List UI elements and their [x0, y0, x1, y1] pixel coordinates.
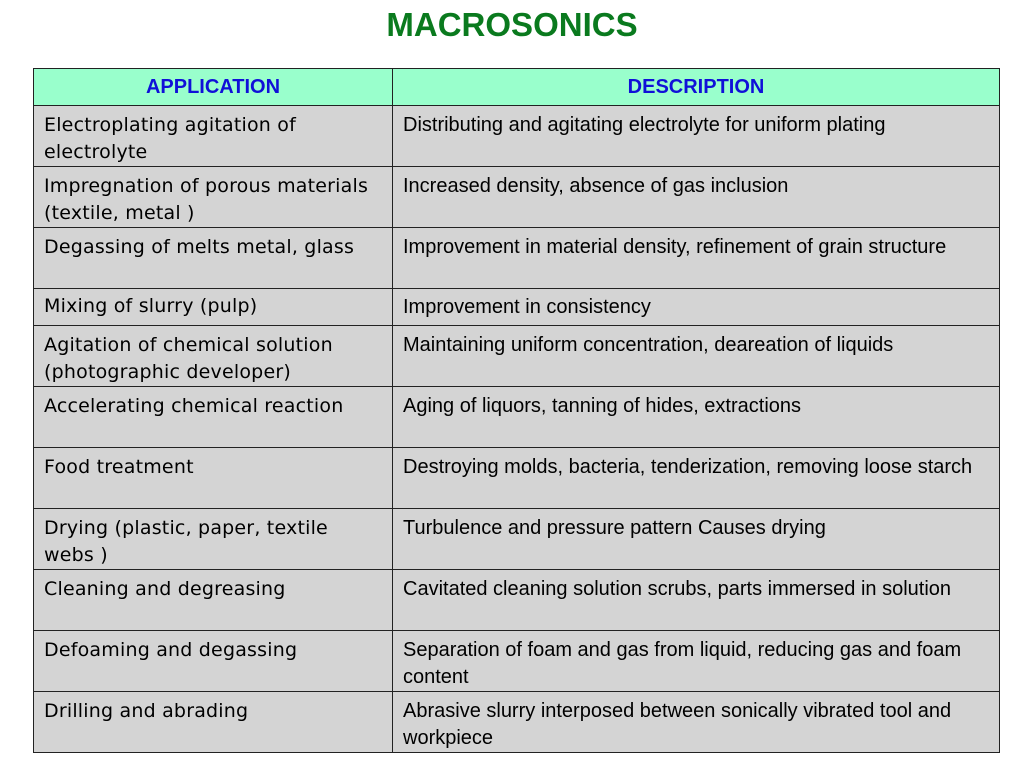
description-cell: Improvement in consistency: [393, 289, 1000, 326]
table-row: [34, 509, 1000, 570]
column-header-application: APPLICATION: [34, 69, 393, 106]
application-cell: Cleaning and degreasing: [34, 570, 393, 631]
description-cell: Separation of foam and gas from liquid, reducing gas and foam content: [393, 631, 1000, 692]
application-cell: Drilling and abrading: [34, 692, 393, 753]
description-cell: Aging of liquors, tanning of hides, extractions: [393, 387, 1000, 448]
application-cell: Mixing of slurry (pulp): [34, 289, 393, 326]
slide-title: MACROSONICS: [386, 6, 638, 43]
table-header-row: [34, 69, 1000, 106]
application-cell: Electroplating agitation of electrolyte: [34, 106, 393, 167]
application-cell: Defoaming and degassing: [34, 631, 393, 692]
description-cell: Turbulence and pressure pattern Causes drying: [393, 509, 1000, 570]
application-cell: Degassing of melts metal, glass: [34, 228, 393, 289]
description-cell: Increased density, absence of gas inclusion: [393, 167, 1000, 228]
column-header-description: DESCRIPTION: [393, 69, 1000, 106]
table-row: [34, 387, 1000, 448]
table-row: [34, 570, 1000, 631]
table-row: [34, 448, 1000, 509]
table-row: [34, 289, 1000, 326]
table-row: [34, 326, 1000, 387]
table-row: [34, 106, 1000, 167]
description-cell: Cavitated cleaning solution scrubs, parts immersed in solution: [393, 570, 1000, 631]
application-cell: Impregnation of porous materials (textile, metal ): [34, 167, 393, 228]
description-cell: Maintaining uniform concentration, deareation of liquids: [393, 326, 1000, 387]
application-cell: Agitation of chemical solution (photographic developer): [34, 326, 393, 387]
application-cell: Food treatment: [34, 448, 393, 509]
description-cell: Destroying molds, bacteria, tenderization, removing loose starch: [393, 448, 1000, 509]
description-cell: Improvement in material density, refinement of grain structure: [393, 228, 1000, 289]
macrosonics-table: [33, 68, 1000, 753]
application-cell: Accelerating chemical reaction: [34, 387, 393, 448]
table-row: [34, 692, 1000, 753]
table-row: [34, 631, 1000, 692]
description-cell: Distributing and agitating electrolyte for uniform plating: [393, 106, 1000, 167]
application-cell: Drying (plastic, paper, textile webs ): [34, 509, 393, 570]
table-row: [34, 167, 1000, 228]
description-cell: Abrasive slurry interposed between sonically vibrated tool and workpiece: [393, 692, 1000, 753]
table-row: [34, 228, 1000, 289]
